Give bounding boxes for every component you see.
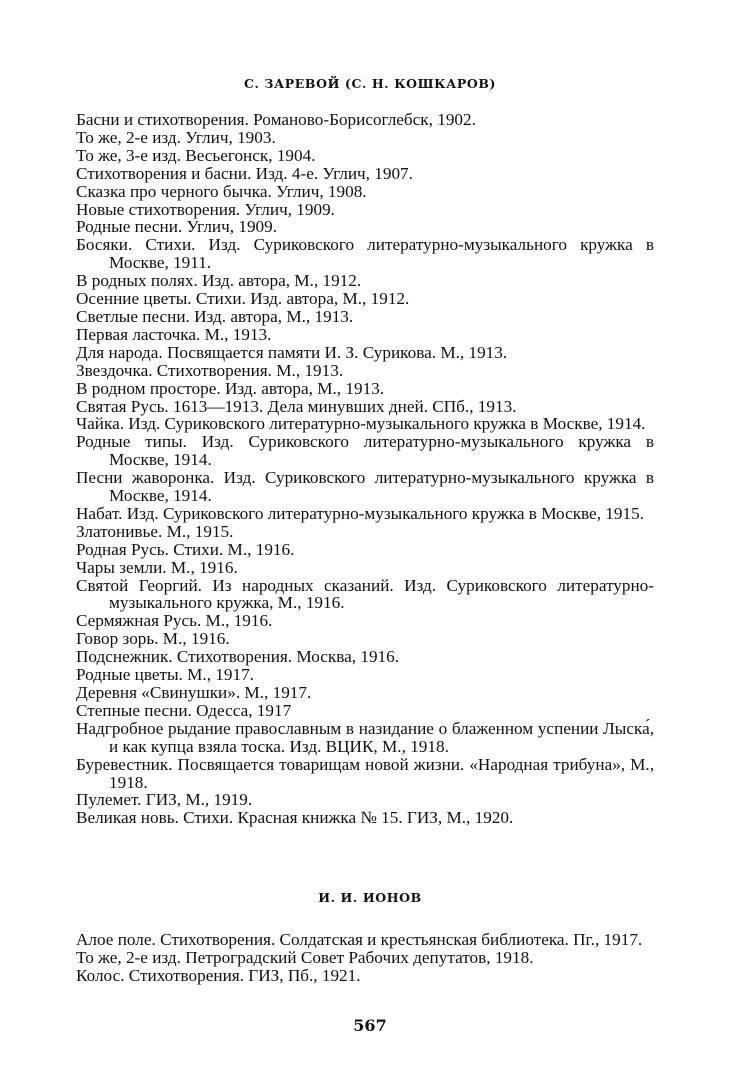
bibliography-entry: Пулемет. ГИЗ, М., 1919.: [76, 790, 253, 810]
bibliography-entry: Говор зорь. М., 1916.: [76, 629, 230, 649]
bibliography-entry: Первая ласточка. М., 1913.: [76, 324, 272, 344]
section-heading-ionov: И. И. ИОНОВ: [318, 890, 422, 905]
page-number: 567: [353, 1016, 387, 1035]
bibliography-entry: Буревестник. Посвящается товарищам новой жизни. «Народная трибуна», М., 1918.: [76, 754, 654, 792]
bibliography-entry: То же, 3-е изд. Весьегонск, 1904.: [76, 145, 316, 165]
bibliography-entry: В родных полях. Изд. автора, М., 1912.: [76, 271, 362, 291]
bibliography-entry: Святой Георгий. Из народных сказаний. Изд. Суриковского литературно-музыкального кружка, М., 1916.: [76, 575, 654, 613]
bibliography-entry: Подснежник. Стихотворения. Москва, 1916.: [76, 647, 400, 667]
bibliography-entry: Степные песни. Одесса, 1917: [76, 700, 292, 720]
bibliography-entry: Надгробное рыдание православным в назидание о блаженном успении Лыска́, и как купца взяла тоска. Изд. ВЦИК, М., 1918.: [76, 718, 654, 756]
bibliography-entry: Босяки. Стихи. Изд. Суриковского литературно-музыкального кружка в Москве, 1911.: [76, 235, 654, 273]
bibliography-entry: Песни жаворонка. Изд. Суриковского литературно-музыкального кружка в Москве, 1914.: [76, 468, 654, 506]
bibliography-entry: Родные типы. Изд. Суриковского литературно-музыкального кружка в Москве, 1914.: [76, 432, 654, 470]
bibliography-entry: Чары земли. М., 1916.: [76, 557, 238, 577]
bibliography-list-ionov: [76, 931, 654, 985]
bibliography-list-zarevoy: [76, 111, 654, 827]
bibliography-entry: Родная Русь. Стихи. М., 1916.: [76, 539, 295, 559]
bibliography-entry: То же, 2-е изд. Углич, 1903.: [76, 127, 276, 147]
bibliography-entry: Святая Русь. 1613—1913. Дела минувших дней. СПб., 1913.: [76, 396, 517, 416]
bibliography-entry: Светлые песни. Изд. автора, М., 1913.: [76, 306, 354, 326]
bibliography-entry: Звездочка. Стихотворения. М., 1913.: [76, 360, 344, 380]
bibliography-entry: Чайка. Изд. Суриковского литературно-музыкального кружка в Москве, 1914.: [76, 414, 646, 434]
bibliography-entry: Сказка про черного бычка. Углич, 1908.: [76, 181, 367, 201]
bibliography-entry: Великая новь. Стихи. Красная книжка № 15. ГИЗ, М., 1920.: [76, 808, 514, 828]
bibliography-entry: Стихотворения и басни. Изд. 4-е. Углич, 1907.: [76, 163, 413, 183]
bibliography-entry: Алое поле. Стихотворения. Солдатская и крестьянская библиотека. Пг., 1917.: [76, 930, 643, 949]
bibliography-entry: Набат. Изд. Суриковского литературно-музыкального кружка в Москве, 1915.: [76, 503, 644, 523]
bibliography-entry: Осенние цветы. Стихи. Изд. автора, М., 1912.: [76, 289, 410, 309]
bibliography-entry: Колос. Стихотворения. ГИЗ, Пб., 1921.: [76, 965, 361, 985]
bibliography-entry: Деревня «Свинушки». М., 1917.: [76, 683, 312, 702]
bibliography-entry: То же, 2-е изд. Петроградский Совет Рабочих депутатов, 1918.: [76, 947, 534, 967]
bibliography-entry: Сермяжная Русь. М., 1916.: [76, 611, 273, 631]
bibliography-entry: Новые стихотворения. Углич, 1909.: [76, 199, 335, 219]
bibliography-entry: В родном просторе. Изд. автора, М., 1913.: [76, 378, 385, 398]
bibliography-entry: Родные цветы. М., 1917.: [76, 665, 254, 685]
bibliography-entry: Для народа. Посвящается памяти И. З. Сурикова. М., 1913.: [76, 342, 508, 362]
bibliography-entry: Златонивье. М., 1915.: [76, 521, 234, 541]
bibliography-entry: Басни и стихотворения. Романово-Борисоглебск, 1902.: [76, 110, 476, 129]
section-heading-zarevoy: С. ЗАРЕВОЙ (С. Н. КОШКАРОВ): [243, 76, 497, 91]
bibliography-entry: Родные песни. Углич, 1909.: [76, 217, 278, 237]
